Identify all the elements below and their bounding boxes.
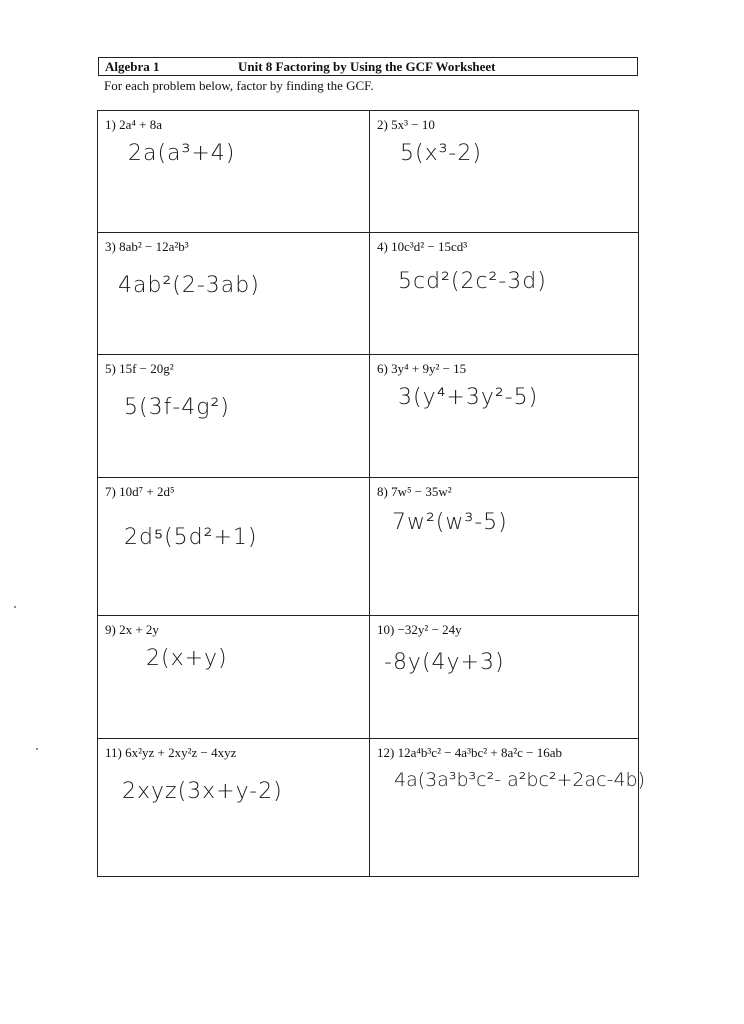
problem-number: 3) (105, 239, 116, 254)
problem-expression: 7w⁵ − 35w² (391, 484, 452, 499)
problem-2 (377, 117, 435, 133)
problem-7 (105, 484, 175, 500)
handwritten-answer: 4a(3a³b³c²- a²bc²+2ac-4b) (394, 769, 646, 791)
problem-cell-12 (370, 739, 646, 876)
problem-8 (377, 484, 452, 500)
handwritten-answer: 2(x+y) (146, 646, 228, 671)
handwritten-answer: 2a(a³+4) (128, 141, 236, 166)
problem-5 (105, 361, 174, 377)
handwritten-answer: 2xyz(3x+y-2) (122, 779, 283, 804)
problem-9 (105, 622, 159, 638)
problem-6 (377, 361, 466, 377)
problem-grid (97, 110, 646, 877)
problem-3 (105, 239, 189, 255)
problem-cell-10 (370, 616, 638, 739)
problem-1 (105, 117, 162, 133)
problem-expression: 15f − 20g² (119, 361, 174, 376)
handwritten-answer: 5(x³-2) (400, 141, 482, 166)
problem-cell-1 (98, 111, 370, 233)
worksheet-title: Unit 8 Factoring by Using the GCF Worksheet (238, 59, 496, 74)
problem-number: 7) (105, 484, 116, 499)
problem-expression: 3y⁴ + 9y² − 15 (391, 361, 467, 376)
problem-number: 11) (105, 745, 122, 760)
problem-cell-5 (98, 355, 370, 478)
problem-number: 4) (377, 239, 388, 254)
handwritten-answer: -8y(4y+3) (384, 650, 505, 675)
problem-cell-6 (370, 355, 638, 478)
problem-cell-9 (98, 616, 370, 739)
handwritten-answer: 2d⁵(5d²+1) (124, 525, 258, 550)
handwritten-answer: 4ab²(2-3ab) (118, 273, 260, 298)
problem-10 (377, 622, 462, 638)
problem-number: 12) (377, 745, 395, 760)
problem-expression: 8ab² − 12a²b³ (119, 239, 189, 254)
problem-number: 10) (377, 622, 395, 637)
problem-cell-2 (370, 111, 638, 233)
instructions: For each problem below, factor by finding the GCF. (104, 78, 374, 93)
problem-expression: 2x + 2y (119, 622, 159, 637)
handwritten-answer: 5(3f-4g²) (124, 395, 230, 420)
problem-number: 2) (377, 117, 388, 132)
scan-speck (36, 748, 38, 750)
problem-number: 9) (105, 622, 116, 637)
problem-number: 5) (105, 361, 116, 376)
handwritten-answer: 7w²(w³-5) (392, 510, 508, 535)
problem-expression: −32y² − 24y (397, 622, 462, 637)
problem-expression: 10d⁷ + 2d⁵ (119, 484, 175, 499)
problem-cell-4 (370, 233, 638, 355)
handwritten-answer: 5cd²(2c²-3d) (398, 269, 547, 294)
problem-expression: 10c³d² − 15cd³ (391, 239, 468, 254)
problem-expression: 6x²yz + 2xy²z − 4xyz (125, 745, 237, 760)
problem-expression: 5x³ − 10 (391, 117, 435, 132)
problem-cell-3 (98, 233, 370, 355)
problem-cell-11 (98, 739, 370, 876)
problem-11 (105, 745, 236, 761)
problem-number: 6) (377, 361, 388, 376)
handwritten-answer: 3(y⁴+3y²-5) (398, 385, 539, 410)
problem-cell-7 (98, 478, 370, 616)
problem-number: 8) (377, 484, 388, 499)
problem-number: 1) (105, 117, 116, 132)
scan-speck (14, 606, 16, 608)
problem-4 (377, 239, 467, 255)
problem-expression: 2a⁴ + 8a (119, 117, 162, 132)
worksheet-header (98, 57, 638, 76)
problem-cell-8 (370, 478, 638, 616)
problem-expression: 12a⁴b³c² − 4a³bc² + 8a²c − 16ab (397, 745, 562, 760)
course-name: Algebra 1 (105, 59, 160, 74)
problem-12 (377, 745, 562, 761)
